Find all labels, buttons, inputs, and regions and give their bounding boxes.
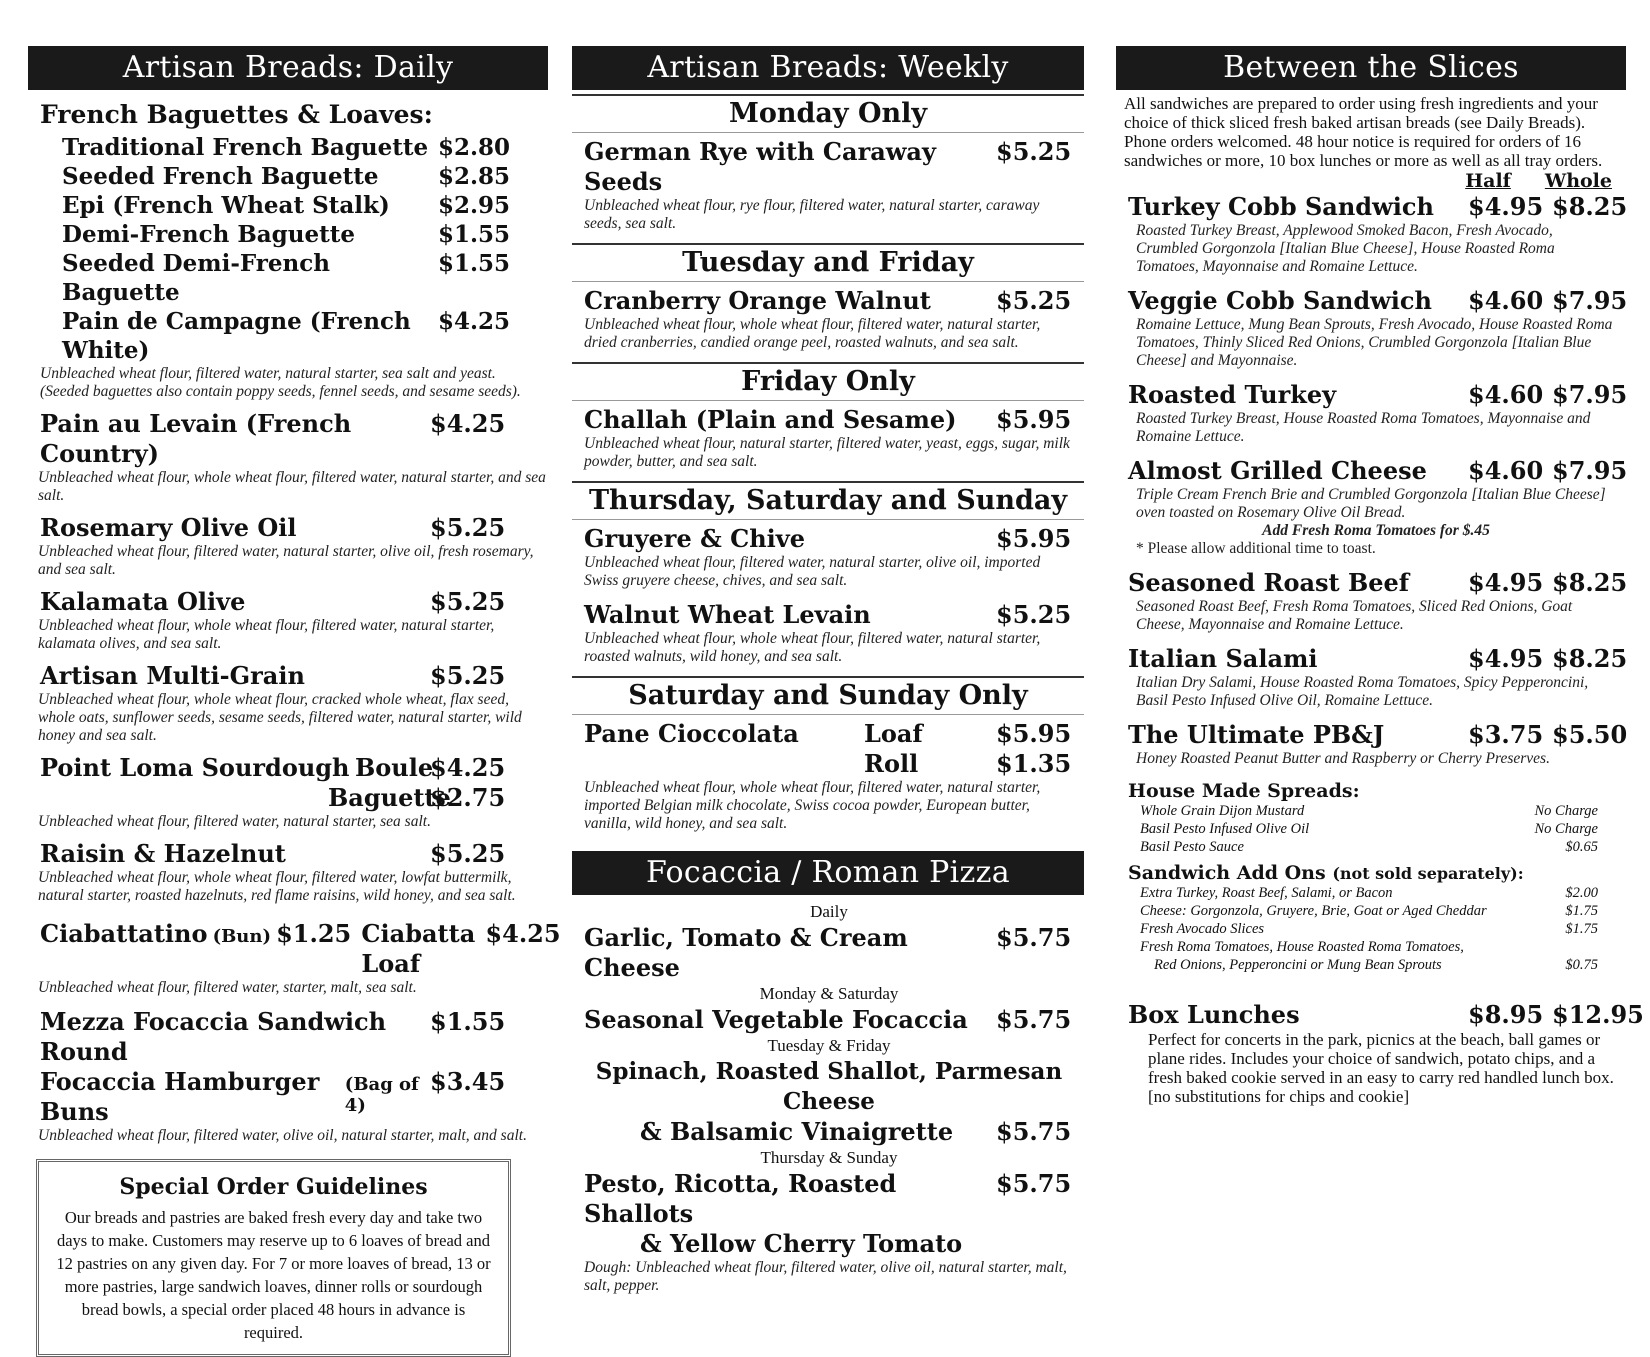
menu-item: Almost Grilled Cheese $4.60 $7.95 Triple Cream French Brie and Crumbled Gorgonzola [Italian Blue Cheese] oven toasted on Rosemary Olive Oil Bread. Add Fresh Roma Tomatoes for $.45 * Please allow additional time to toast. (1128, 456, 1628, 557)
item-description: Unbleached wheat flour, natural starter, filtered water, yeast, eggs, sugar, milk powder, butter, and sea salt. (584, 435, 1070, 470)
menu-item: German Rye with Caraway Seeds $5.25 Unbleached wheat flour, rye flour, filtered water, natural starter, caraway seeds, sea salt. (572, 133, 1084, 239)
item-description: Italian Dry Salami, House Roasted Roma Tomatoes, Spicy Pepperoncini, Basil Pesto Infused Olive Oil, Romaine Lettuce. (1136, 674, 1589, 709)
dough-description: Dough: Unbleached wheat flour, filtered water, olive oil, natural starter, malt, salt, pepper. (584, 1259, 1067, 1294)
weekly-breads-column (572, 46, 1084, 1301)
weekly-breads-title: Artisan Breads: Weekly (572, 46, 1084, 90)
menu-item: Artisan Multi-Grain $5.25 Unbleached wheat flour, whole wheat flour, cracked whole wheat, flax seed, whole oats, sunflower seeds, sesame seeds, filtered water, natural starter, wild honey and sea salt. (28, 661, 548, 745)
menu-item: Ciabattatino (Bun) $1.25 Ciabatta Loaf $4.25 Unbleached wheat flour, filtered water, starter, malt, sea salt. (38, 919, 561, 996)
menu-item: Garlic, Tomato & Cream Cheese $5.75 (584, 923, 1072, 982)
menu-item: Rosemary Olive Oil $5.25 Unbleached wheat flour, filtered water, natural starter, olive oil, fresh rosemary, and sea salt. (28, 513, 548, 579)
thu-sat-sun-section (572, 481, 1084, 672)
monday-section (572, 94, 1084, 239)
item-description: Unbleached wheat flour, rye flour, filtered water, natural starter, caraway seeds, sea salt. (584, 197, 1040, 232)
sat-sun-section (572, 676, 1084, 839)
item-description: Roasted Turkey Breast, Applewood Smoked Bacon, Fresh Avocado, Crumbled Gorgonzola [Italian Blue Cheese], House Roasted Roma Tomatoes, Mayonnaise and Romaine Lettuce. (1136, 222, 1555, 275)
sandwich-title: Between the Slices (1116, 46, 1626, 90)
menu-item: Cranberry Orange Walnut $5.25 Unbleached wheat flour, whole wheat flour, filtered water, natural starter, dried cranberries, candied orange peel, roasted walnuts, and sea salt. (572, 282, 1084, 358)
sandwich-intro: All sandwiches are prepared to order using fresh ingredients and your choice of thick sliced fresh baked artisan breads (see Daily Breads). Phone orders welcomed. 48 hour notice is required for orders of 16 sandwiches or more, 10 box lunches or more as well as all tray orders. (1124, 94, 1603, 170)
menu-item: Seasoned Roast Beef $4.95 $8.25 Seasoned Roast Beef, Fresh Roma Tomatoes, Sliced Red Onions, Goat Cheese, Mayonnaise and Romaine Lettuce. (1128, 568, 1628, 633)
item-description: Unbleached wheat flour, whole wheat flour, filtered water, natural starter, kalamata olives, and sea salt. (38, 617, 495, 652)
menu-item: The Ultimate PB&J $3.75 $5.50 Honey Roasted Peanut Butter and Raspberry or Cherry Preserves. (1128, 720, 1628, 767)
addons-list (1116, 884, 1626, 974)
menu-item: Demi-French Baguette $1.55 (62, 221, 511, 248)
french-heading: French Baguettes & Loaves: (40, 100, 433, 129)
menu-item: Turkey Cobb Sandwich $4.95 $8.25 Roasted Turkey Breast, Applewood Smoked Bacon, Fresh Avocado, Crumbled Gorgonzola [Italian Blue Cheese], House Roasted Roma Tomatoes, Mayonnaise and Romaine Lettuce. (1128, 192, 1628, 275)
list-item: Basil Pesto Sauce $0.65 (1140, 839, 1598, 855)
list-item: Basil Pesto Infused Olive Oil No Charge (1140, 821, 1598, 837)
list-item: Cheese: Gorgonzola, Gruyere, Brie, Goat or Aged Cheddar $1.75 (1140, 903, 1598, 919)
spreads-list (1116, 802, 1626, 856)
focaccia-title: Focaccia / Roman Pizza (572, 851, 1084, 895)
menu-item: Traditional French Baguette $2.80 (62, 134, 511, 161)
section-title: Tuesday and Friday (572, 245, 1084, 282)
menu-item: Seeded French Baguette $2.85 (62, 163, 511, 190)
list-item: Extra Turkey, Roast Beef, Salami, or Bacon $2.00 (1140, 885, 1598, 901)
menu-item: Epi (French Wheat Stalk) $2.95 (62, 192, 511, 219)
guidelines-title: Special Order Guidelines (119, 1174, 428, 1200)
daily-breads-column (28, 46, 561, 1357)
list-item: Fresh Roma Tomatoes, House Roasted Roma Tomatoes, (1140, 939, 1464, 955)
half-label: Half (1465, 170, 1511, 192)
menu-item: Point Loma Sourdough Boule $4.25 Baguette $2.75 Unbleached wheat flour, filtered water, natural starter, sea salt. (28, 753, 548, 831)
menu-item: Seeded Demi-French Baguette $1.55 (62, 250, 511, 306)
menu-item: Seasonal Vegetable Focaccia $5.75 (584, 1005, 1072, 1034)
item-description: Romaine Lettuce, Mung Bean Sprouts, Fresh Avocado, House Roasted Roma Tomatoes, Thinly Sliced Red Onions, Crumbled Gorgonzola [Italian Blue Cheese] and Mayonnaise. (1136, 316, 1613, 369)
day-label: Tuesday & Friday (767, 1036, 891, 1055)
item-description: Unbleached wheat flour, whole wheat flour, cracked whole wheat, flax seed, whole oats, sunflower seeds, sesame seeds, filtered water, natural starter, wild honey and sea salt. (38, 691, 522, 744)
spreads-title: House Made Spreads: (1128, 780, 1360, 802)
item-description: Roasted Turkey Breast, House Roasted Roma Tomatoes, Mayonnaise and Romaine Lettuce. (1136, 410, 1591, 445)
item-description: Unbleached wheat flour, whole wheat flour, filtered water, natural starter, dried cranberries, candied orange peel, roasted walnuts, and sea salt. (584, 316, 1041, 351)
tuesday-friday-section (572, 243, 1084, 358)
section-title: Saturday and Sunday Only (572, 678, 1084, 715)
day-label: Monday & Saturday (759, 984, 899, 1003)
menu-item: Pesto, Ricotta, Roasted Shallots $5.75 & Yellow Cherry Tomato (584, 1169, 1072, 1258)
item-description: Unbleached wheat flour, whole wheat flour, filtered water, lowfat buttermilk, natural starter, roasted hazelnuts, red flame raisins, wild honey, and sea salt. (38, 869, 516, 904)
item-description: Unbleached wheat flour, whole wheat flour, filtered water, natural starter, roasted walnuts, wild honey, and sea salt. (584, 630, 1041, 665)
menu-item: Italian Salami $4.95 $8.25 Italian Dry Salami, House Roasted Roma Tomatoes, Spicy Pepperoncini, Basil Pesto Infused Olive Oil, Romaine Lettuce. (1128, 644, 1628, 709)
menu-item: Roasted Turkey $4.60 $7.95 Roasted Turkey Breast, House Roasted Roma Tomatoes, Mayonnaise and Romaine Lettuce. (1128, 380, 1628, 445)
menu-item: Pane Cioccolata Loaf $5.95 Roll $1.35 Unbleached wheat flour, whole wheat flour, filtered water, natural starter, imported Belgian milk chocolate, Swiss cocoa powder, European butter, vanilla, wild honey, and sea salt. (572, 715, 1084, 839)
menu-item: Raisin & Hazelnut $5.25 Unbleached wheat flour, whole wheat flour, filtered water, lowfat buttermilk, natural starter, roasted hazelnuts, red flame raisins, wild honey, and sea salt. (28, 839, 548, 905)
menu-item: Veggie Cobb Sandwich $4.60 $7.95 Romaine Lettuce, Mung Bean Sprouts, Fresh Avocado, House Roasted Roma Tomatoes, Thinly Sliced Red Onions, Crumbled Gorgonzola [Italian Blue Cheese] and Mayonnaise. (1128, 286, 1628, 369)
menu-item: Mezza Focaccia Sandwich Round $1.55 Focaccia Hamburger Buns (Bag of 4) $3.45 Unbleached wheat flour, filtered water, olive oil, natural starter, malt, and salt. (28, 1007, 548, 1145)
day-label: Thursday & Sunday (760, 1148, 898, 1167)
daily-breads-title: Artisan Breads: Daily (28, 46, 548, 90)
box-lunches: Box Lunches $8.95 $12.95 Perfect for concerts in the park, picnics at the beach, ball games or plane rides. Includes your choice of sandwich, potato chips, and a fresh baked cookie served in an easy to carry red handled lunch box. [no substitutions for chips and cookie] (1128, 1000, 1644, 1106)
item-description: Unbleached wheat flour, whole wheat flour, filtered water, natural starter, and sea salt. (38, 469, 546, 504)
item-description: Honey Roasted Peanut Butter and Raspberry or Cherry Preserves. (1136, 750, 1550, 767)
toast-note: * Please allow additional time to toast. (1136, 540, 1376, 557)
day-label: Daily (810, 902, 848, 921)
add-tomato-note: Add Fresh Roma Tomatoes for $.45 (1262, 522, 1490, 539)
price-headers (1116, 170, 1626, 192)
special-order-guidelines (36, 1159, 511, 1357)
item-description: Unbleached wheat flour, filtered water, starter, malt, sea salt. (38, 979, 417, 996)
menu-item: Walnut Wheat Levain $5.25 Unbleached wheat flour, whole wheat flour, filtered water, natural starter, roasted walnuts, wild honey, and sea salt. (572, 596, 1084, 672)
list-item: Fresh Avocado Slices $1.75 (1140, 921, 1598, 937)
menu-item: Spinach, Roasted Shallot, Parmesan Cheese & Balsamic Vinaigrette $5.75 (595, 1058, 1072, 1146)
menu-item: Challah (Plain and Sesame) $5.95 Unbleached wheat flour, natural starter, filtered water, yeast, eggs, sugar, milk powder, butter, and sea salt. (572, 401, 1084, 477)
addons-title: Sandwich Add Ons (not sold separately): (1128, 862, 1524, 884)
guidelines-body: Our breads and pastries are baked fresh every day and take two days to make. Customers may reserve up to 6 loaves of bread and 12 pastries on any given day. For 7 or more loaves of bread, 13 or more pastries, large sandwich loaves, dinner rolls or sourdough bread bowls, a special order placed 48 hours in advance is required. (56, 1208, 491, 1342)
item-description: Unbleached wheat flour, filtered water, natural starter, olive oil, imported Swiss gruyere cheese, chives, and sea salt. (584, 554, 1041, 589)
list-item: Red Onions, Pepperoncini or Mung Bean Sprouts $0.75 (1154, 957, 1598, 973)
focaccia-list (572, 895, 1084, 1301)
section-title: Friday Only (572, 364, 1084, 401)
menu-item: Pain au Levain (French Country) $4.25 Unbleached wheat flour, whole wheat flour, filtered water, natural starter, and sea salt. (28, 409, 548, 505)
french-list (28, 133, 548, 365)
item-description: Unbleached wheat flour, whole wheat flour, filtered water, natural starter, imported Belgian milk chocolate, Swiss cocoa powder, European butter, vanilla, wild honey, and sea salt. (584, 779, 1041, 832)
item-description: Unbleached wheat flour, filtered water, natural starter, sea salt. (38, 813, 431, 830)
menu-item: Kalamata Olive $5.25 Unbleached wheat flour, whole wheat flour, filtered water, natural starter, kalamata olives, and sea salt. (28, 587, 548, 653)
item-description: Triple Cream French Brie and Crumbled Gorgonzola [Italian Blue Cheese] oven toasted on Rosemary Olive Oil Bread. (1136, 486, 1606, 521)
box-description: Perfect for concerts in the park, picnics at the beach, ball games or plane rides. Includes your choice of sandwich, potato chips, and a fresh baked cookie served in an easy to carry red handled lunch box. [no substitutions for chips and cookie] (1148, 1030, 1614, 1106)
item-description: Seasoned Roast Beef, Fresh Roma Tomatoes, Sliced Red Onions, Goat Cheese, Mayonnaise and Romaine Lettuce. (1136, 598, 1573, 633)
whole-label: Whole (1544, 170, 1612, 192)
section-title: Thursday, Saturday and Sunday (572, 483, 1084, 520)
menu-item: Pain de Campagne (French White) $4.25 (62, 308, 511, 364)
item-description: Unbleached wheat flour, filtered water, natural starter, olive oil, fresh rosemary, and sea salt. (38, 543, 534, 578)
list-item: Whole Grain Dijon Mustard No Charge (1140, 803, 1598, 819)
sandwich-column (1116, 46, 1644, 1112)
menu-item: Gruyere & Chive $5.95 Unbleached wheat flour, filtered water, natural starter, olive oil, imported Swiss gruyere cheese, chives, and sea salt. (572, 520, 1084, 596)
item-description: Unbleached wheat flour, filtered water, natural starter, sea salt and yeast. (Seeded baguettes also contain poppy seeds, fennel seeds, and sesame seeds). (40, 365, 521, 400)
section-title: Monday Only (572, 96, 1084, 133)
item-description: Unbleached wheat flour, filtered water, olive oil, natural starter, malt, and salt. (38, 1127, 527, 1144)
friday-section (572, 362, 1084, 477)
